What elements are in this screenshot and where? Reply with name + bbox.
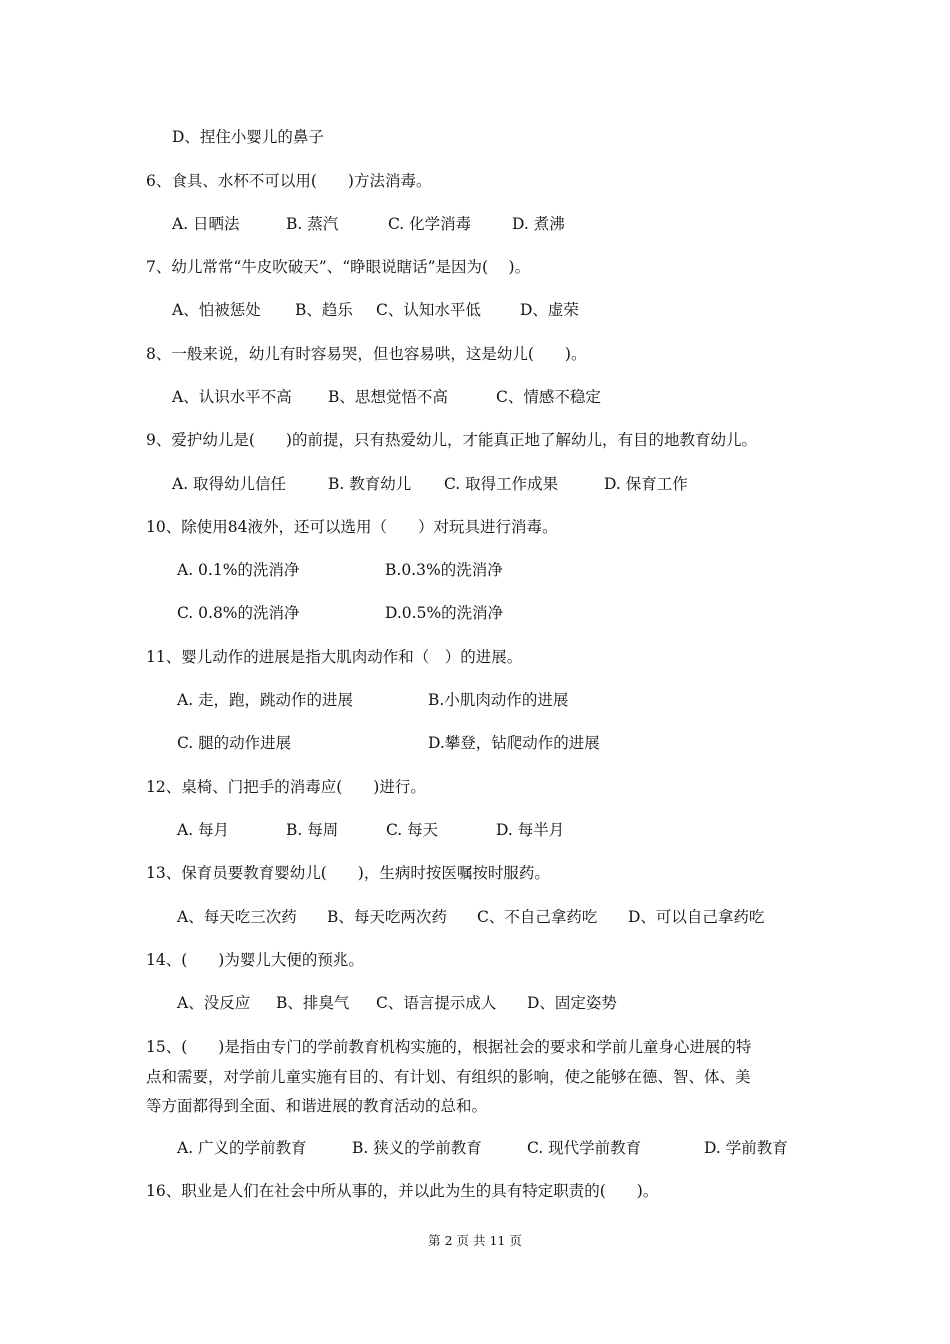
q16-stem: 16、职业是人们在社会中所从事的，并以此为生的具有特定职责的( )。 bbox=[146, 1182, 659, 1200]
q10-option-a: A. 0.1%的洗消净 bbox=[177, 561, 300, 579]
q13-stem: 13、保育员要教育婴幼儿( )，生病时按医嘱按时服药。 bbox=[146, 864, 550, 882]
q12-option-d: D. 每半月 bbox=[496, 821, 565, 839]
q13-option-c: C、不自己拿药吃 bbox=[477, 908, 598, 926]
q8-option-a: A、认识水平不高 bbox=[172, 388, 292, 406]
q9-option-c: C. 取得工作成果 bbox=[444, 475, 559, 493]
q14-option-d: D、固定姿势 bbox=[527, 994, 617, 1012]
q10-option-b: B.0.3%的洗消净 bbox=[385, 561, 503, 579]
q7-option-b: B、趋乐 bbox=[295, 301, 353, 319]
page-number-footer: 第 2 页 共 11 页 bbox=[428, 1233, 522, 1248]
q15-stem-line-3: 等方面都得到全面、和谐进展的教育活动的总和。 bbox=[146, 1097, 488, 1115]
q11-stem: 11、婴儿动作的进展是指大肌肉动作和（ ）的进展。 bbox=[146, 648, 523, 666]
q15-option-c: C. 现代学前教育 bbox=[527, 1139, 642, 1157]
q14-stem: 14、( )为婴儿大便的预兆。 bbox=[146, 951, 364, 969]
q10-stem: 10、除使用84液外，还可以选用（ ）对玩具进行消毒。 bbox=[146, 518, 558, 536]
q9-stem: 9、爱护幼儿是( )的前提，只有热爱幼儿，才能真正地了解幼儿，有目的地教育幼儿。 bbox=[146, 431, 757, 449]
q7-option-c: C、认知水平低 bbox=[376, 301, 481, 319]
q7-option-a: A、怕被惩处 bbox=[172, 301, 261, 319]
q6-option-b: B. 蒸汽 bbox=[286, 215, 339, 233]
q9-option-b: B. 教育幼儿 bbox=[328, 475, 412, 493]
q12-option-b: B. 每周 bbox=[286, 821, 339, 839]
q15-option-b: B. 狭义的学前教育 bbox=[352, 1139, 482, 1157]
q11-option-d: D.攀登，钻爬动作的进展 bbox=[428, 734, 600, 752]
q13-option-d: D、可以自己拿药吃 bbox=[628, 908, 765, 926]
q11-option-b: B.小肌肉动作的进展 bbox=[428, 691, 569, 709]
q8-option-b: B、思想觉悟不高 bbox=[328, 388, 448, 406]
q15-stem-line-2: 点和需要，对学前儿童实施有目的、有计划、有组织的影响，使之能够在德、智、体、美 bbox=[146, 1068, 751, 1086]
q14-option-b: B、排臭气 bbox=[276, 994, 350, 1012]
q15-stem-line-1: 15、( )是指由专门的学前教育机构实施的，根据社会的要求和学前儿童身心进展的特 bbox=[146, 1038, 752, 1056]
q13-option-a: A、每天吃三次药 bbox=[177, 908, 297, 926]
q7-option-d: D、虚荣 bbox=[520, 301, 579, 319]
q15-option-d: D. 学前教育 bbox=[704, 1139, 788, 1157]
q5-option-d: D、捏住小婴儿的鼻子 bbox=[172, 128, 324, 146]
q6-stem: 6、食具、水杯不可以用( )方法消毒。 bbox=[146, 172, 432, 190]
q10-option-c: C. 0.8%的洗消净 bbox=[177, 604, 300, 622]
q15-option-a: A. 广义的学前教育 bbox=[177, 1139, 307, 1157]
q9-option-d: D. 保育工作 bbox=[604, 475, 688, 493]
q8-option-c: C、情感不稳定 bbox=[496, 388, 601, 406]
q13-option-b: B、每天吃两次药 bbox=[327, 908, 447, 926]
q7-stem: 7、幼儿常常“牛皮吹破天”、“睁眼说瞎话”是因为( )。 bbox=[146, 258, 531, 276]
q6-option-c: C. 化学消毒 bbox=[388, 215, 472, 233]
q14-option-a: A、没反应 bbox=[177, 994, 251, 1012]
q12-stem: 12、桌椅、门把手的消毒应( )进行。 bbox=[146, 778, 426, 796]
q12-option-c: C. 每天 bbox=[386, 821, 439, 839]
q6-option-d: D. 煮沸 bbox=[512, 215, 565, 233]
q10-option-d: D.0.5%的洗消净 bbox=[385, 604, 504, 622]
q6-option-a: A. 日晒法 bbox=[172, 215, 240, 233]
q12-option-a: A. 每月 bbox=[177, 821, 230, 839]
q9-option-a: A. 取得幼儿信任 bbox=[172, 475, 287, 493]
q8-stem: 8、一般来说，幼儿有时容易哭，但也容易哄，这是幼儿( )。 bbox=[146, 345, 587, 363]
q14-option-c: C、语言提示成人 bbox=[376, 994, 497, 1012]
q11-option-a: A. 走，跑，跳动作的进展 bbox=[177, 691, 354, 709]
q11-option-c: C. 腿的动作进展 bbox=[177, 734, 292, 752]
